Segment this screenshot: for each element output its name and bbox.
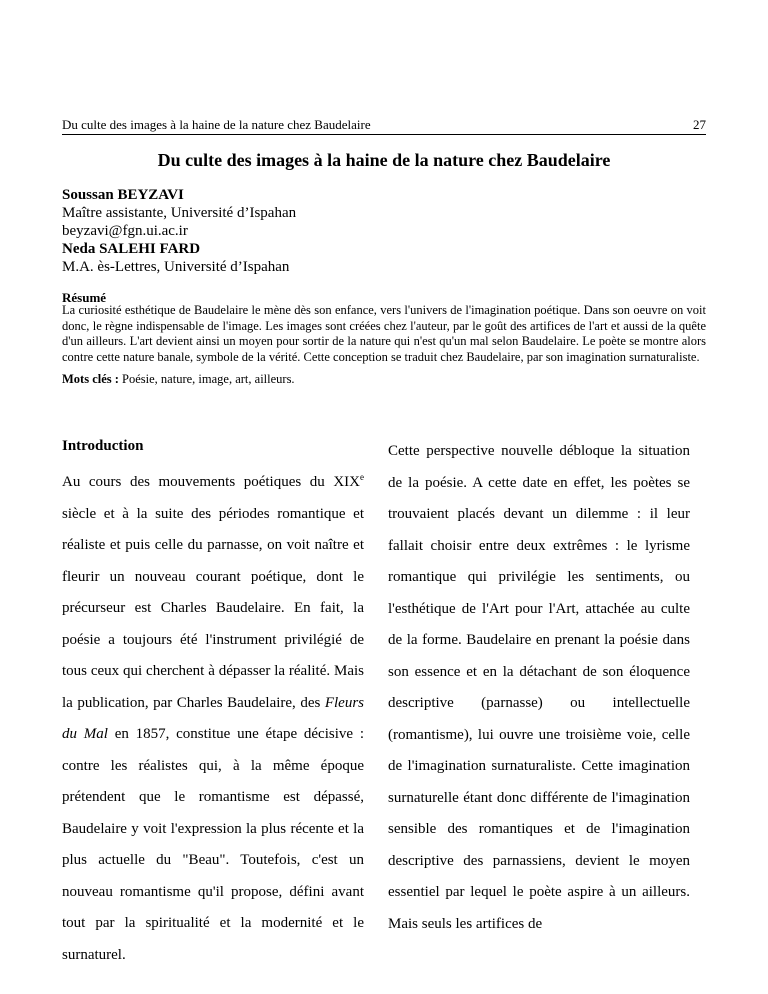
keywords-text: Poésie, nature, image, art, ailleurs. (122, 372, 295, 386)
author-email: beyzavi@fgn.ui.ac.ir (62, 223, 188, 239)
author-block (62, 186, 706, 276)
article-title: Du culte des images à la haine de la nature chez Baudelaire (157, 150, 611, 170)
body-paragraph: Cette perspective nouvelle débloque la situation de la poésie. A cette date en effet, les poètes se trouvaient placés devant un dilemme : il leur fallait choisir entre deux extrêmes : le lyrisme romantique qui privilégie les sentiments, ou l'esthétique de l'Art pour l'Art, attachée au culte de la forme. Baudelaire en prenant la poésie dans son essence et en la détachant de son éloquence descriptive (parnasse) ou intellectuelle (romantisme), lui ouvre une troisième voie, celle de l'imagination surnaturaliste. Cette imagination surnaturelle étant donc différente de l'imagination sensible des romantiques et de l'imagination descriptive des parnassiens, devient le moyen essentiel par lequel le poète aspire à un ailleurs. Mais seuls les artifices de (388, 443, 690, 932)
author-affiliation: M.A. ès-Lettres, Université d’Ispahan (62, 259, 290, 275)
work-title: Fleurs du Mal (62, 694, 364, 742)
running-head-title: Du culte des images à la haine de la nature chez Baudelaire (62, 117, 371, 132)
superscript: e (360, 472, 364, 482)
section-heading: Introduction (62, 438, 144, 454)
body-paragraph (62, 467, 364, 971)
abstract-heading: Résumé (62, 290, 107, 305)
body-text: en 1857, constitue une étape décisive : contre les réalistes qui, à la même époque prétendent que le romantisme est dépassé, Baudelaire y voit l'expression la plus récente et la plus actuelle du "Beau". Toutefois, c'est un nouveau romantisme qu'il propose, défini avant tout par la spiritualité et la modernité et le surnaturel. (62, 726, 364, 963)
running-head (62, 117, 706, 133)
author-name: Soussan BEYZAVI (62, 187, 184, 203)
keywords (62, 372, 706, 387)
page-number: 27 (693, 117, 706, 132)
keywords-label: Mots clés : (62, 372, 119, 386)
author-affiliation: Maître assistante, Université d’Ispahan (62, 205, 297, 221)
author-name: Neda SALEHI FARD (62, 241, 201, 257)
body-text: siècle et à la suite des périodes romantique et réaliste et puis celle du parnasse, on voit naître et fleurir un nouveau courant poétique, dont le précurseur est Charles Baudelaire. En fait, la poésie a toujours été l'instrument privilégié de tous ceux qui cherchent à dépasser la réalité. Mais la publication, par Charles Baudelaire, des (62, 505, 364, 711)
right-column (388, 436, 690, 940)
left-column (62, 436, 364, 971)
body-text: Au cours des mouvements poétiques du XIX (62, 474, 360, 490)
header-rule (62, 134, 706, 135)
journal-page (62, 0, 706, 994)
abstract-text: La curiosité esthétique de Baudelaire le mène dès son enfance, vers l'univers de l'imagination poétique. Dans son oeuvre on voit donc, le règne indispensable de l'image. Les images sont créées chez l'auteur, par le goût des artifices de l'art et aussi de la quête d'un ailleurs. L'art devient ainsi un moyen pour sortir de la nature qui n'est qu'un mal selon Baudelaire. Le poète se montre alors contre cette nature banale, symbole de la vérité. Cette conception se traduit chez Baudelaire, par son imagination surnaturaliste. (62, 303, 706, 364)
